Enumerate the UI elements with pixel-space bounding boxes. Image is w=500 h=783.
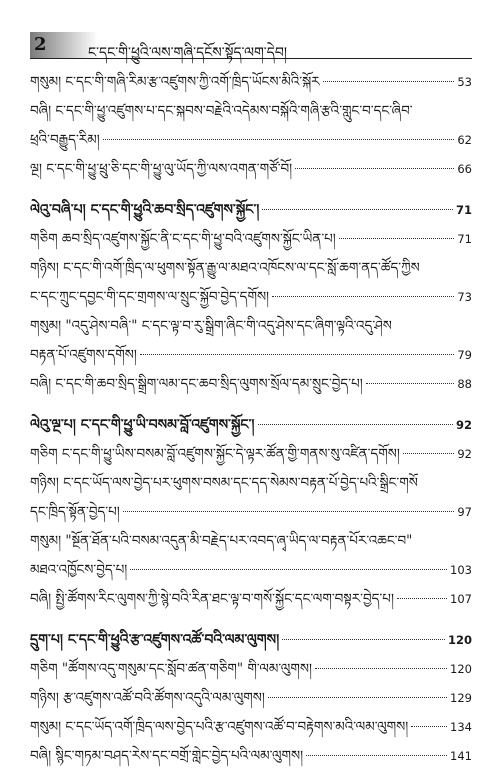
toc-entry-title: ལེའུ་བཞི་པ། ང་དང་གི་ཕྱུའི་ཆབ་སྲིད་འཛུགས་སྐྱོང་། <box>30 202 260 218</box>
toc-page-number: 141 <box>450 749 472 763</box>
toc-entry <box>30 370 472 399</box>
toc-entry-title: བརྟན་པོ་འཛུགས་དགོས། <box>30 347 137 363</box>
page-header <box>30 32 472 59</box>
toc-entry <box>30 585 472 614</box>
toc-entry <box>30 527 472 556</box>
page-number: 2 <box>34 34 47 55</box>
toc-entry <box>30 155 472 184</box>
toc-section <box>30 626 472 771</box>
toc-entry <box>30 254 472 283</box>
toc-entry <box>30 742 472 771</box>
toc-chapter-heading <box>30 196 472 225</box>
dot-leader <box>258 424 453 425</box>
toc-entry-title: གཅིག ཆབ་སྲིད་འཛུགས་སྐྱོང་ནི་ང་དང་གི་ཕྱུ་བའི་འཛུགས་སྐྱོང་ཡིན་པ། <box>30 231 336 247</box>
table-of-contents <box>30 68 472 783</box>
toc-entry <box>30 225 472 254</box>
running-title: ང་དང་གི་ཕྱུའི་ལས་གཞི་དངོས་སྟོད་ལག་དེབ། <box>88 45 287 61</box>
toc-entry <box>30 469 472 498</box>
toc-entry-title: བཞི། སྤྱི་ཚོགས་རིང་ལུགས་ཀྱི་སྙེ་བའི་རིན་ཐང་ལྟ་བ་གསོ་སྐྱོང་དང་ལག་བསྟར་བྱེད་པ། <box>30 591 394 607</box>
toc-page-number: 92 <box>455 418 472 432</box>
dot-leader <box>140 354 454 355</box>
toc-entry-title: གཅིག ང་དང་གི་ཕྱུ་ཡིས་བསམ་བློ་འཛུགས་སྐྱོང་དེ་ལྟར་ཚོན་གྱི་གནས་སུ་འཛིན་དགོས། <box>30 446 400 462</box>
dot-leader <box>403 453 454 454</box>
toc-entry-title: བཞི། ང་དང་གི་ཕྱུ་འཛུགས་པ་དང་སྐབས་བརྗེའི་འདེམས་བསྐོའི་གཞི་རྩའི་གླུང་བ་དང་ཞིབ་ <box>30 103 413 119</box>
toc-entry-title: གསུམ། "སྔོན་ཐོན་པའི་བསམ་འདུན་མི་བརྗེད་པར་འབད་ཞྭ་ཡིད་ལ་བརྟན་པོར་འཆང་བ" <box>30 533 413 549</box>
toc-section <box>30 411 472 614</box>
toc-entry-title: ལེའུ་ལྔ་པ། ང་དང་གི་ཕྱུ་ཡི་བསམ་བློ་འཛུགས་སྐྱོང་། <box>30 417 255 433</box>
toc-entry-title: མཐའ་འཁྱོངས་བྱེད་པ། <box>30 562 128 578</box>
toc-entry-title: གཉིས། ང་དང་གི་འགོ་ཁྲིད་ལ་ཕུགས་སྟོན་རྒྱུ་ལ་མཐའ་འཁོངས་ལ་དང་སློ་ཆག་ནད་ཚོད་ཀྱིས <box>30 260 420 276</box>
toc-page-number: 107 <box>450 592 472 606</box>
toc-entry <box>30 440 472 469</box>
dot-leader <box>123 511 455 512</box>
toc-page-number: 88 <box>457 377 472 391</box>
dot-leader <box>262 209 453 210</box>
toc-page-number: 71 <box>455 203 472 217</box>
toc-entry-title: དྲུག་པ། ང་དང་གི་ཕྱུའི་རྩ་འཛུགས་འཚོ་བའི་ལམ་ལུགས། <box>30 632 280 648</box>
toc-entry-title: ང་དང་ཀྲུང་དབྱང་གི་དང་གྲགས་ལ་སྲུང་སྐྱོབ་བྱེད་དགོས། <box>30 289 270 305</box>
dot-leader <box>103 139 455 140</box>
toc-page-number: 79 <box>457 348 472 362</box>
toc-chapter-heading <box>30 411 472 440</box>
toc-entry <box>30 341 472 370</box>
toc-entry-title: གཅིག "ཚོགས་འདུ་གསུམ་དང་སློབ་ཚན་གཅིག" གི་ལམ་ལུགས། <box>30 661 312 677</box>
toc-entry-title: བཞི། ང་དང་གི་ཆབ་སྲིད་སྒྲིག་ལམ་དང་ཆབ་སྲིད་ལུགས་སྲོལ་དམ་སྲུང་བྱེད་པ། <box>30 376 363 392</box>
toc-entry-title: གསུམ། ང་དང་གི་གཞི་རིམ་རྩ་འཛུགས་ཀྱི་འགོ་ཁྲིད་ཡོངས་མིའི་སྐོར <box>30 74 320 90</box>
toc-page-number: 120 <box>450 662 472 676</box>
toc-page-number: 53 <box>457 75 472 89</box>
dot-leader <box>323 81 455 82</box>
toc-entry <box>30 498 472 527</box>
dot-leader <box>366 383 455 384</box>
dot-leader <box>411 726 447 727</box>
toc-section <box>30 68 472 184</box>
toc-page-number: 103 <box>450 563 472 577</box>
toc-entry <box>30 126 472 155</box>
toc-page-number: 134 <box>450 720 472 734</box>
toc-page-number: 120 <box>447 633 472 647</box>
toc-entry <box>30 684 472 713</box>
toc-page-number: 97 <box>457 505 472 519</box>
dot-leader <box>315 668 447 669</box>
dot-leader <box>397 598 447 599</box>
toc-page-number: 92 <box>457 447 472 461</box>
toc-entry <box>30 68 472 97</box>
toc-page-number: 129 <box>450 691 472 705</box>
toc-entry-title: གཉིས། ང་དང་ཡོད་ལས་བྱེད་པར་ཕུགས་བསམ་དང་དད་སེམས་བརྟན་པོ་བྱེད་པའི་སྒྲིང་གསོ <box>30 475 418 491</box>
dot-leader <box>339 238 455 239</box>
toc-page-number: 73 <box>457 290 472 304</box>
toc-chapter-heading <box>30 626 472 655</box>
toc-entry <box>30 283 472 312</box>
dot-leader <box>272 296 454 297</box>
toc-section <box>30 196 472 399</box>
toc-page-number: 62 <box>457 133 472 147</box>
toc-entry-title: དང་ཁྲིད་སྟོན་བྱེད་པ། <box>30 504 120 520</box>
toc-entry <box>30 97 472 126</box>
toc-entry <box>30 655 472 684</box>
toc-entry-title: གཉིས། རྩ་འཛུགས་འཚོ་བའི་ཚོགས་འདུའི་ལམ་ལུགས། <box>30 690 265 706</box>
toc-entry-title: ཕྲའི་བརྒྱུད་རིམ། <box>30 132 100 148</box>
toc-entry-title: བཞི། སྙིང་གཏམ་བཤད་རེས་དང་བགྲོ་གླེང་བྱེད་པའི་ལམ་ལུགས། <box>30 748 304 764</box>
toc-entry-title: གསུམ། ང་དང་ཡོད་འགོ་ཁྲིད་ལས་བྱེད་པའི་རྩ་འཛུགས་འཚོ་བ་བརྟེགས་མའི་ལམ་ལུགས། <box>30 719 409 735</box>
dot-leader <box>295 168 454 169</box>
toc-entry <box>30 713 472 742</box>
toc-page-number: 71 <box>457 232 472 246</box>
toc-entry-title: གསུམ། "འདུ་ཤེས་བཞི་" ང་དང་ལྟ་བ་རུ་སྒྲིག་ཞིང་གི་འདུ་ཤེས་དང་ཞིག་ལྟའི་འདུ་ཤེས <box>30 318 392 334</box>
toc-entry <box>30 312 472 341</box>
toc-entry-title: ལྔ། ང་དང་གི་ཕྱུ་ཕྲུ་ཅི་དང་གི་ཕྱུ་ལུ་ཡོད་ཀྱི་ལས་འགན་གཙོ་བོ། <box>30 161 293 177</box>
dot-leader <box>268 697 447 698</box>
dot-leader <box>130 569 447 570</box>
toc-page-number: 66 <box>457 162 472 176</box>
dot-leader <box>306 755 447 756</box>
toc-entry <box>30 556 472 585</box>
dot-leader <box>282 639 445 640</box>
